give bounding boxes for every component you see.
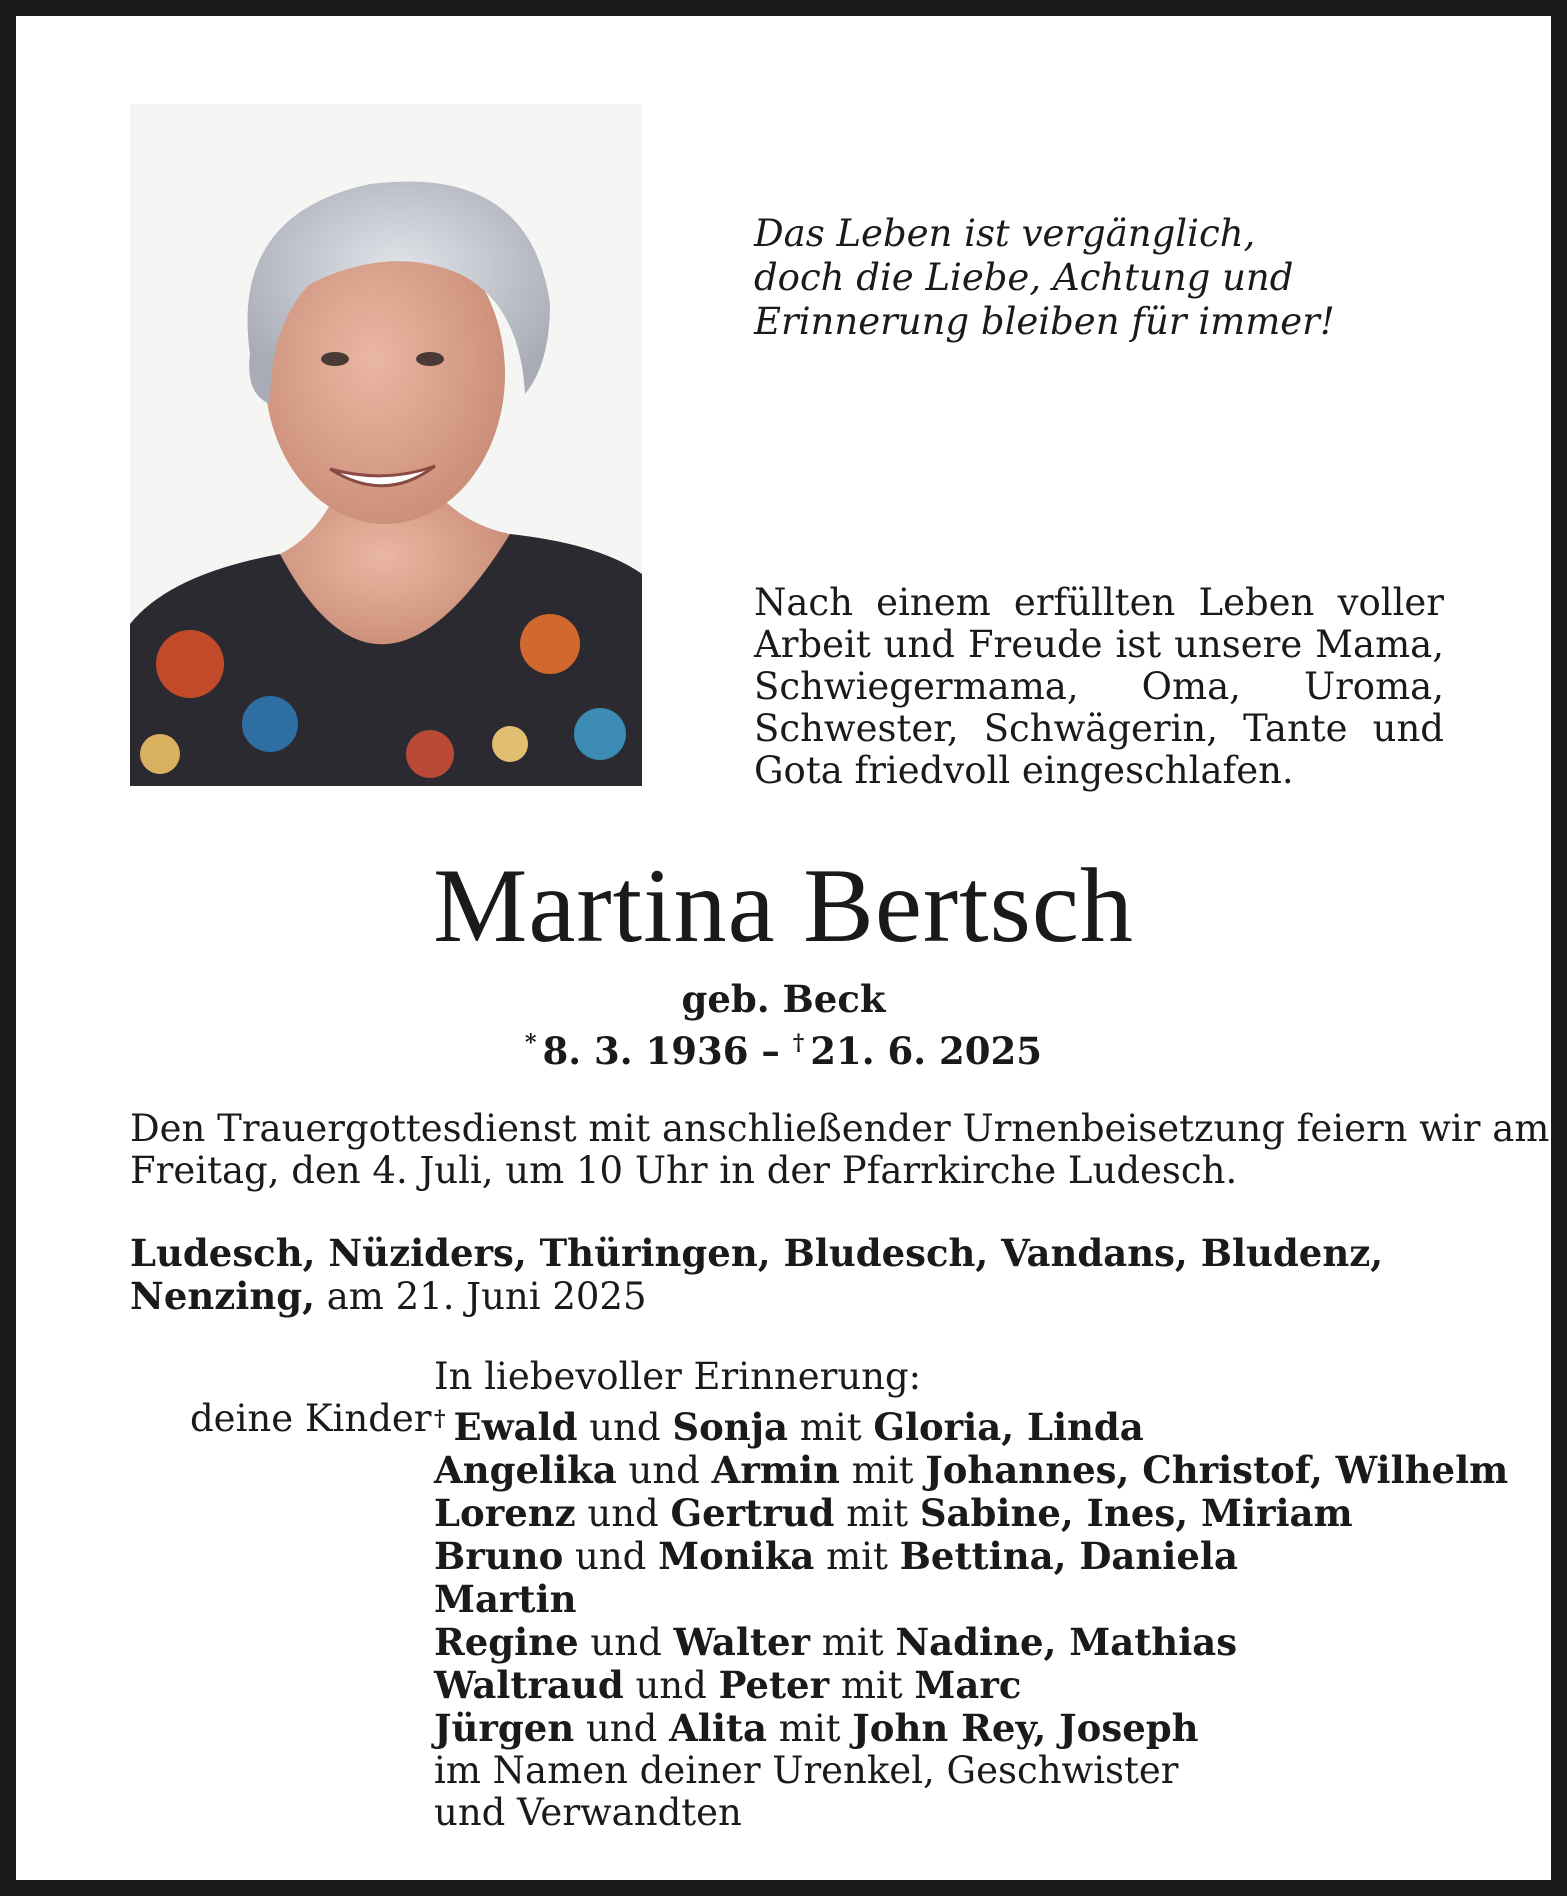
- death-cross-icon: †: [792, 1030, 805, 1056]
- quote-line: doch die Liebe, Achtung und: [754, 256, 1294, 299]
- obituary-page: [16, 16, 1551, 1880]
- places-list-end: Nenzing,: [130, 1274, 315, 1318]
- intro-text: Nach einem erfüllten Leben voller Arbeit und Freude ist unsere Mama, Schwiegermama, Oma, Uroma, Schwester, Schwägerin, Tante und Gota friedvoll eingeschlafen.: [754, 581, 1444, 792]
- closing-line: im Namen deiner Urenkel, Geschwister: [434, 1749, 1179, 1792]
- life-dates: [16, 1022, 1551, 1072]
- date-separator: –: [761, 1029, 780, 1073]
- service-line: Freitag, den 4. Juli, um 10 Uhr in der Pfarrkirche Ludesch.: [130, 1149, 1238, 1192]
- birth-star-icon: *: [524, 1030, 537, 1056]
- service-line: Den Trauergottesdienst mit anschließender Urnenbeisetzung feiern wir am: [130, 1107, 1550, 1150]
- family-line: Angelika und Armin mit Johannes, Christof, Wilhelm: [434, 1448, 1509, 1492]
- notice-date: am 21. Juni 2025: [314, 1275, 647, 1318]
- maiden-name: geb. Beck: [681, 977, 886, 1021]
- quote-line: Erinnerung bleiben für immer!: [754, 300, 1335, 343]
- funeral-service-info: [130, 1107, 1550, 1192]
- family-line: Lorenz und Gertrud mit Sabine, Ines, Miriam: [434, 1491, 1353, 1535]
- cross-icon: †: [434, 1406, 446, 1432]
- portrait-photo: [130, 104, 642, 786]
- family-line: Martin: [434, 1577, 577, 1621]
- memorial-quote: [754, 212, 1474, 344]
- quote-line: Das Leben ist vergänglich,: [754, 212, 1256, 255]
- family-list: [434, 1398, 1509, 1834]
- family-line: † Ewald und Sonja mit Gloria, Linda: [434, 1405, 1144, 1449]
- family-line: Regine und Walter mit Nadine, Mathias: [434, 1620, 1238, 1664]
- family-line: Bruno und Monika mit Bettina, Daniela: [434, 1534, 1238, 1578]
- memory-heading: In liebevoller Erinnerung:: [434, 1355, 922, 1398]
- death-date: 21. 6. 2025: [810, 1029, 1043, 1073]
- family-line: Jürgen und Alita mit John Rey, Joseph: [434, 1706, 1199, 1750]
- places-and-date: [130, 1232, 1450, 1318]
- deceased-name: Martina Bertsch: [433, 847, 1134, 964]
- closing-line: und Verwandten: [434, 1791, 742, 1834]
- places-list: Ludesch, Nüziders, Thüringen, Bludesch, Vandans, Bludenz,: [130, 1231, 1384, 1275]
- family-line: Waltraud und Peter mit Marc: [434, 1663, 1022, 1707]
- birth-date: 8. 3. 1936: [542, 1029, 749, 1073]
- portrait-illustration: [130, 104, 642, 786]
- children-label: deine Kinder: [190, 1397, 432, 1440]
